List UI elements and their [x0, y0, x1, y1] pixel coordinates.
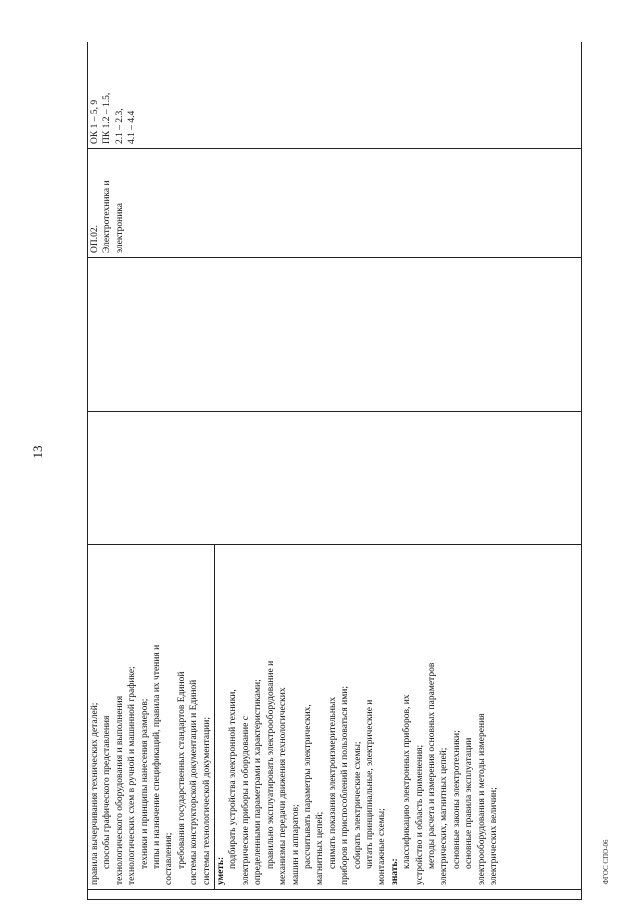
competency-line: 4.1 – 4.4 — [127, 110, 138, 144]
blank-cell-hours-mandatory — [88, 258, 582, 412]
text-line: требования государственных стандартов Единой — [176, 671, 187, 869]
competency-line: 2.1 – 2.3, — [114, 108, 125, 144]
cell-knowledge-skills — [88, 545, 582, 890]
text-line: правильно эксплуатировать электрооборудование и — [265, 660, 276, 869]
text-line: основные законы электротехники; — [451, 730, 462, 869]
text-line: механизмы передачи движения технологических — [278, 687, 289, 885]
rotated-table-area — [87, 42, 582, 900]
discipline-title-line: электроника — [114, 203, 125, 253]
text-line: электрические приборы и оборудование с — [240, 716, 251, 885]
text-line: собирать электрические схемы; — [352, 741, 363, 869]
table-wrapper — [87, 42, 582, 900]
page-number: 13 — [30, 445, 45, 459]
text-line: типы и назначение спецификаций, правила их чтения и — [152, 644, 163, 869]
text-line: классификацию электронных приборов, их — [402, 694, 413, 869]
text-line: системы технологической документации; — [201, 717, 212, 885]
table-row — [88, 42, 582, 900]
text-line: способы графического представления — [102, 715, 113, 869]
text-line: определенными параметрами и характеристиками; — [253, 679, 264, 885]
text-line: устройство и область применения; — [414, 744, 425, 885]
umet-heading: уметь: — [216, 856, 227, 885]
text-line: электрических, магнитных цепей; — [439, 747, 450, 885]
text-line: правила вычерчивания технических деталей; — [90, 702, 100, 885]
text-line: электрооборудования и методы измерения — [476, 713, 487, 885]
text-line: читать принципиальные, электрические и — [364, 699, 375, 869]
text-line: основные правила эксплуатации — [464, 737, 475, 869]
text-line: снимать показания электроизмерительных — [327, 696, 338, 869]
text-line: методы расчета и измерения основных параметров — [426, 662, 437, 869]
text-line: системы конструкторской документации и Единой — [189, 679, 200, 885]
discipline-code: ОП.02. — [90, 225, 100, 253]
text-line: подбирать устройства электронной техники, — [228, 689, 239, 869]
text-line: электрических величин; — [489, 787, 499, 885]
footer-code: ФГОС СПО-06 — [602, 839, 610, 885]
text-line: приборов и приспособлений и пользоваться ими; — [340, 686, 351, 885]
znat-heading: знать: — [389, 858, 400, 885]
cell-competencies — [88, 42, 582, 149]
discipline-title-line: Электротехника и — [102, 180, 113, 253]
text-line: технологического оборудования и выполнения — [114, 695, 125, 885]
cell-discipline — [88, 149, 582, 258]
text-line: составления; — [164, 832, 175, 885]
text-line: техники и принципы нанесения размеров; — [139, 698, 150, 869]
text-line: технологических схем в ручной и машинной графике; — [127, 666, 138, 885]
text-line: магнитных цепей; — [315, 811, 326, 885]
text-line: машин и аппаратов; — [290, 804, 301, 885]
text-line: монтажные схемы; — [377, 808, 388, 885]
text-line: рассчитывать параметры электрических, — [302, 704, 313, 869]
blank-cell-index — [88, 890, 582, 900]
blank-cell-hours-max — [88, 412, 582, 545]
competency-line: ОК 1 – 5, 9 — [90, 99, 100, 144]
curriculum-table — [87, 42, 582, 900]
competency-line: ПК 1.2 – 1.5, — [102, 92, 113, 144]
upper-block — [89, 545, 215, 889]
